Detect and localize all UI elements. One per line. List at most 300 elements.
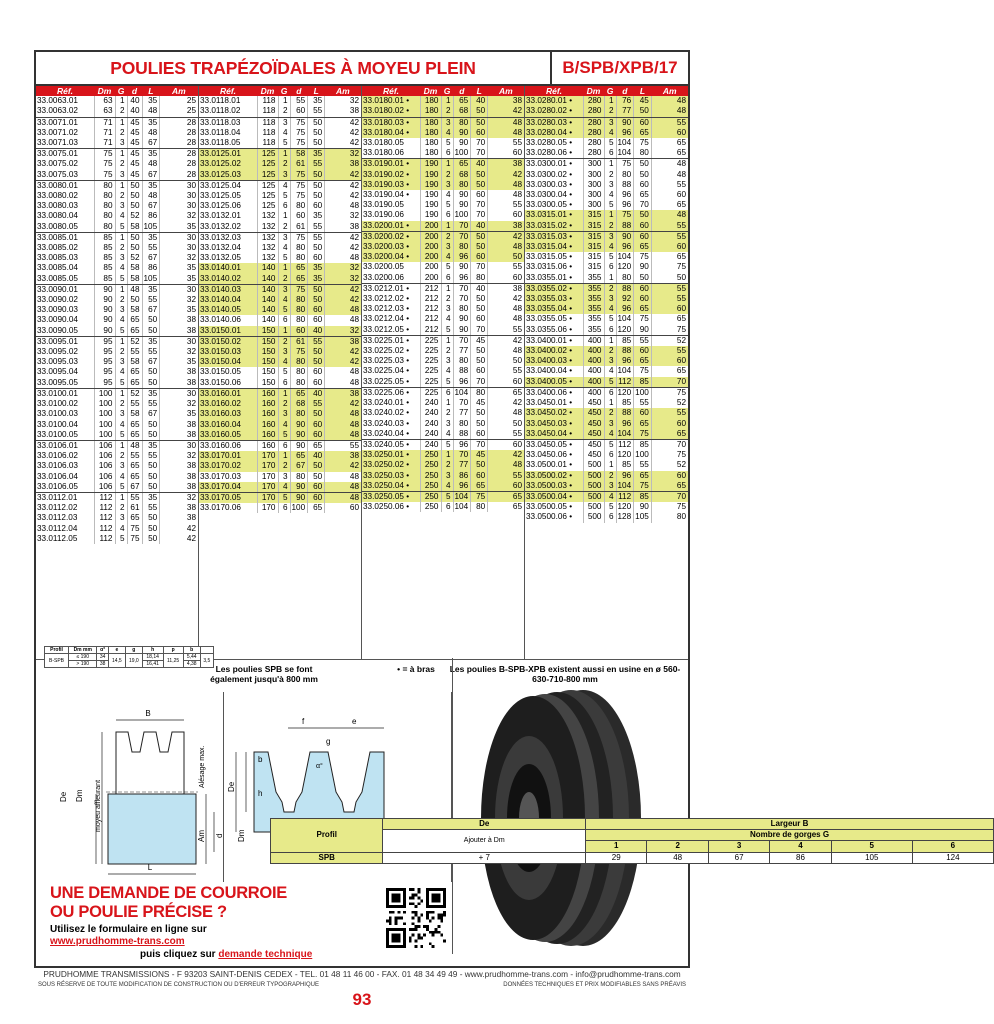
table-cell: 50 bbox=[308, 461, 325, 471]
table-cell: 65 bbox=[127, 472, 142, 482]
table-cell: 33.0140.05 bbox=[199, 305, 257, 315]
table-cell: 55 bbox=[142, 347, 160, 357]
table-cell: 5 bbox=[278, 492, 290, 503]
table-cell: 2 bbox=[604, 170, 616, 180]
table-cell: 4 bbox=[604, 304, 616, 314]
table-cell: 38 bbox=[325, 451, 361, 461]
table-cell: 65 bbox=[634, 419, 652, 429]
d2-label-de: De bbox=[227, 781, 236, 792]
table-cell: 33.0315.04 • bbox=[525, 242, 583, 252]
profile-g: 19,0 bbox=[125, 654, 142, 668]
table-cell: 42 bbox=[488, 170, 524, 180]
table-cell: 40 bbox=[127, 106, 142, 117]
table-cell: 90 bbox=[453, 138, 471, 148]
table-cell: 4 bbox=[115, 211, 127, 221]
d2-label-dm: Dm bbox=[237, 829, 246, 842]
table-cell: 160 bbox=[257, 430, 278, 441]
table-cell: 55 bbox=[634, 398, 652, 408]
table-row bbox=[199, 430, 361, 441]
table-cell: 33.0280.06 • bbox=[525, 148, 583, 159]
table-row bbox=[362, 159, 524, 170]
table-cell: 355 bbox=[583, 283, 604, 294]
table-cell: 33.0280.03 • bbox=[525, 117, 583, 128]
profile-b1: 5,44 bbox=[183, 654, 200, 661]
table-cell: 112 bbox=[616, 377, 634, 388]
table-cell: 80 bbox=[453, 356, 471, 366]
table-cell: 104 bbox=[616, 314, 634, 324]
table-cell: 38 bbox=[186, 419, 196, 429]
table-cell: 50 bbox=[127, 201, 142, 211]
table-cell: 250 bbox=[420, 481, 441, 492]
table-cell: 33.0250.04 • bbox=[362, 481, 420, 492]
table-cell: 35 bbox=[308, 96, 325, 106]
table-row bbox=[525, 387, 688, 398]
table-cell: 33.0300.01 • bbox=[525, 159, 583, 170]
table-cell: 104 bbox=[453, 502, 471, 512]
table-cell: 35 bbox=[186, 409, 196, 419]
table-cell: 80 bbox=[94, 201, 115, 211]
table-cell: 112 bbox=[616, 439, 634, 450]
table-cell: 50 bbox=[471, 356, 488, 366]
table-row bbox=[362, 460, 524, 470]
table-row bbox=[199, 367, 361, 377]
pulley-table bbox=[525, 86, 688, 523]
table-cell: 3 bbox=[604, 231, 616, 242]
table-cell: 128 bbox=[616, 512, 634, 522]
pulley-section-diagram bbox=[36, 692, 224, 882]
table-cell: 33.0090.04 bbox=[36, 315, 94, 325]
table-cell: 65 bbox=[127, 326, 142, 337]
table-cell: 61 bbox=[290, 159, 308, 169]
table-cell: 6 bbox=[441, 387, 453, 398]
table-cell: 80 bbox=[94, 180, 115, 191]
table-cell: 33.0212.04 • bbox=[362, 314, 420, 324]
table-cell: 52 bbox=[676, 460, 686, 470]
pulley-column-3 bbox=[362, 86, 525, 659]
table-row bbox=[199, 96, 361, 106]
table-row bbox=[36, 149, 198, 160]
table-cell: 50 bbox=[127, 295, 142, 305]
table-cell: 48 bbox=[325, 378, 361, 389]
table-cell: 120 bbox=[616, 450, 634, 460]
groove-value-cell: 67 bbox=[708, 852, 769, 863]
table-cell: 65 bbox=[634, 471, 652, 481]
table-row bbox=[525, 117, 688, 128]
table-row bbox=[36, 388, 198, 399]
table-cell: 1 bbox=[604, 460, 616, 470]
table-row bbox=[362, 170, 524, 180]
table-cell: 50 bbox=[308, 284, 325, 295]
table-cell: 33.0200.01 • bbox=[362, 221, 420, 232]
table-cell: 55 bbox=[127, 347, 142, 357]
table-cell: 60 bbox=[634, 283, 652, 294]
table-cell: 33.0125.03 bbox=[199, 170, 257, 181]
table-cell: 70 bbox=[651, 491, 688, 502]
table-cell: 52 bbox=[676, 398, 686, 408]
pulley-tables bbox=[36, 86, 688, 660]
table-cell: 4 bbox=[115, 420, 127, 430]
table-cell: 1 bbox=[604, 159, 616, 170]
table-cell: 33.0212.05 • bbox=[362, 325, 420, 336]
table-cell: 33.0180.01 • bbox=[362, 96, 420, 106]
table-row bbox=[199, 222, 361, 233]
table-cell: 75 bbox=[290, 138, 308, 149]
table-cell: 33.0200.06 bbox=[362, 273, 420, 284]
table-cell: 33.0225.06 • bbox=[362, 387, 420, 398]
profile-dm2: > 190 bbox=[69, 661, 97, 668]
table-row bbox=[362, 273, 524, 284]
table-cell: 32 bbox=[325, 149, 361, 160]
table-cell: 160 bbox=[257, 399, 278, 409]
table-cell: 90 bbox=[290, 420, 308, 430]
table-row bbox=[525, 180, 688, 190]
column-header: Am bbox=[325, 86, 361, 96]
table-cell: 55 bbox=[290, 96, 308, 106]
table-cell: 30 bbox=[186, 284, 196, 294]
table-cell: 77 bbox=[616, 106, 634, 117]
table-cell: 3 bbox=[441, 242, 453, 252]
table-cell: 33.0063.01 bbox=[36, 96, 94, 106]
table-cell: 48 bbox=[349, 253, 359, 263]
table-row bbox=[199, 295, 361, 305]
table-cell: 3 bbox=[115, 409, 127, 419]
table-cell: 104 bbox=[616, 366, 634, 376]
table-cell: 200 bbox=[420, 221, 441, 232]
table-cell: 50 bbox=[142, 326, 160, 337]
table-cell: 33.0080.01 bbox=[36, 180, 94, 191]
table-cell: 180 bbox=[420, 106, 441, 117]
table-cell: 85 bbox=[616, 460, 634, 470]
table-cell: 58 bbox=[290, 149, 308, 160]
table-cell: 65 bbox=[651, 481, 688, 492]
table-cell: 48 bbox=[651, 210, 688, 220]
table-cell: 3 bbox=[115, 170, 127, 181]
table-cell: 5 bbox=[441, 491, 453, 502]
table-cell: 33.0250.03 • bbox=[362, 471, 420, 481]
table-cell: 67 bbox=[142, 201, 160, 211]
table-cell: 33.0190.05 bbox=[362, 200, 420, 210]
table-cell: 85 bbox=[94, 263, 115, 273]
table-cell: 33.0132.01 bbox=[199, 211, 257, 221]
table-cell: 2 bbox=[278, 399, 290, 409]
table-cell: 58 bbox=[127, 274, 142, 285]
table-cell: 50 bbox=[634, 170, 652, 180]
table-cell: 60 bbox=[308, 378, 325, 389]
table-cell: 60 bbox=[634, 180, 652, 190]
table-cell: 96 bbox=[616, 356, 634, 366]
table-cell: 35 bbox=[308, 263, 325, 273]
table-cell: 60 bbox=[471, 252, 488, 262]
table-cell: 6 bbox=[604, 325, 616, 336]
pulley-column-2 bbox=[199, 86, 362, 659]
table-header-row bbox=[362, 86, 524, 96]
table-row bbox=[525, 231, 688, 242]
table-cell: 75 bbox=[634, 481, 652, 492]
groove-value-cell: 124 bbox=[912, 852, 993, 863]
table-cell: 60 bbox=[676, 190, 686, 200]
table-cell: 225 bbox=[420, 387, 441, 398]
table-cell: 42 bbox=[325, 284, 361, 295]
table-row bbox=[525, 314, 688, 324]
table-cell: 33.0112.05 bbox=[36, 534, 94, 544]
table-cell: 45 bbox=[634, 96, 652, 106]
table-cell: 3 bbox=[115, 305, 127, 315]
table-cell: 240 bbox=[420, 439, 441, 450]
table-row bbox=[36, 461, 198, 471]
table-cell: 60 bbox=[308, 420, 325, 430]
profile-h-p: p bbox=[163, 647, 183, 654]
table-row bbox=[525, 366, 688, 376]
table-cell: 33.0100.05 bbox=[36, 430, 94, 441]
table-row bbox=[199, 284, 361, 295]
groove-count-cell: 1 bbox=[586, 841, 647, 852]
table-cell: 75 bbox=[676, 387, 686, 397]
table-cell: 33.0125.06 bbox=[199, 201, 257, 211]
table-cell: 33.0106.05 bbox=[36, 482, 94, 493]
table-row bbox=[525, 377, 688, 388]
groove-count-cell: 4 bbox=[770, 841, 831, 852]
table-row bbox=[362, 502, 524, 512]
table-cell: 212 bbox=[420, 304, 441, 314]
table-cell: 70 bbox=[471, 439, 488, 450]
table-cell: 35 bbox=[308, 211, 325, 221]
table-cell: 50 bbox=[142, 461, 160, 471]
table-cell: 33.0315.01 • bbox=[525, 210, 583, 220]
table-cell: 5 bbox=[115, 482, 127, 493]
table-cell: 4 bbox=[115, 524, 127, 534]
table-cell: 77 bbox=[453, 408, 471, 418]
table-cell: 48 bbox=[142, 106, 160, 117]
table-cell: 55 bbox=[308, 106, 325, 117]
table-cell: 1 bbox=[604, 398, 616, 408]
table-cell: 38 bbox=[186, 503, 196, 513]
table-cell: 60 bbox=[634, 117, 652, 128]
table-cell: 65 bbox=[651, 429, 688, 440]
table-cell: 38 bbox=[160, 378, 198, 389]
table-cell: 33.0085.03 bbox=[36, 253, 94, 263]
table-cell: 80 bbox=[290, 253, 308, 263]
table-cell: 61 bbox=[290, 222, 308, 233]
table-cell: 125 bbox=[257, 159, 278, 169]
table-cell: 3 bbox=[278, 232, 290, 243]
table-row bbox=[36, 284, 198, 295]
table-cell: 5 bbox=[115, 378, 127, 389]
table-cell: 1 bbox=[441, 398, 453, 408]
table-cell: 112 bbox=[94, 513, 115, 523]
table-cell: 55 bbox=[308, 159, 325, 169]
table-cell: 160 bbox=[257, 420, 278, 430]
table-cell: 4 bbox=[441, 366, 453, 376]
column-header: Dm bbox=[257, 86, 278, 96]
table-row bbox=[36, 243, 198, 253]
table-cell: 90 bbox=[453, 262, 471, 272]
table-row bbox=[525, 200, 688, 210]
table-cell: 4 bbox=[278, 420, 290, 430]
table-cell: 75 bbox=[634, 429, 652, 440]
table-cell: 33.0075.02 bbox=[36, 159, 94, 169]
table-cell: 48 bbox=[325, 430, 361, 441]
table-cell: 280 bbox=[583, 106, 604, 117]
table-row bbox=[199, 305, 361, 315]
table-cell: 40 bbox=[471, 159, 488, 170]
table-cell: 33.0180.04 • bbox=[362, 128, 420, 138]
table-cell: 3 bbox=[115, 513, 127, 523]
table-cell: 90 bbox=[634, 325, 652, 336]
table-row bbox=[362, 210, 524, 220]
table-cell: 30 bbox=[186, 440, 196, 450]
table-row bbox=[36, 347, 198, 357]
table-cell: 42 bbox=[349, 191, 359, 201]
table-cell: 2 bbox=[604, 221, 616, 232]
table-cell: 48 bbox=[512, 190, 522, 200]
table-cell: 4 bbox=[441, 128, 453, 138]
table-cell: 105 bbox=[634, 512, 652, 522]
table-cell: 2 bbox=[604, 106, 616, 117]
table-cell: 100 bbox=[94, 388, 115, 399]
table-cell: 33.0500.06 • bbox=[525, 512, 583, 522]
table-cell: 118 bbox=[257, 117, 278, 128]
table-cell: 40 bbox=[308, 388, 325, 399]
d1-label-alesage: Alésage max. bbox=[199, 745, 206, 788]
table-cell: 75 bbox=[634, 366, 652, 376]
table-cell: 50 bbox=[142, 524, 160, 534]
table-cell: 104 bbox=[453, 387, 471, 398]
table-cell: 40 bbox=[471, 283, 488, 294]
promo-demande-link[interactable]: demande technique bbox=[218, 949, 313, 960]
table-cell: 500 bbox=[583, 471, 604, 481]
table-cell: 42 bbox=[325, 357, 361, 367]
table-cell: 3 bbox=[115, 357, 127, 367]
table-row bbox=[362, 356, 524, 366]
table-row bbox=[525, 252, 688, 262]
promo-text1: Utilisez le formulaire en ligne sur bbox=[50, 924, 207, 935]
table-cell: 50 bbox=[142, 315, 160, 325]
table-cell: 42 bbox=[325, 399, 361, 409]
table-cell: 33.0150.03 bbox=[199, 347, 257, 357]
table-cell: 6 bbox=[604, 387, 616, 398]
table-row bbox=[362, 262, 524, 272]
table-cell: 1 bbox=[115, 388, 127, 399]
table-cell: 80 bbox=[290, 409, 308, 419]
promo-text2: puis cliquez sur bbox=[140, 949, 216, 960]
table-row bbox=[362, 294, 524, 304]
qr-code-icon[interactable] bbox=[386, 888, 446, 948]
table-row bbox=[525, 283, 688, 294]
table-cell: 190 bbox=[420, 190, 441, 200]
table-cell: 140 bbox=[257, 295, 278, 305]
table-cell: 3 bbox=[441, 356, 453, 366]
table-cell: 65 bbox=[488, 491, 524, 502]
table-cell: 38 bbox=[325, 388, 361, 399]
table-cell: 2 bbox=[604, 283, 616, 294]
table-cell: 4 bbox=[441, 481, 453, 492]
table-cell: 90 bbox=[290, 430, 308, 441]
table-cell: 1 bbox=[115, 284, 127, 295]
table-cell: 5 bbox=[441, 439, 453, 450]
table-cell: 450 bbox=[583, 429, 604, 440]
table-cell: 170 bbox=[257, 472, 278, 482]
profile-h-e: e bbox=[108, 647, 125, 654]
table-row bbox=[199, 128, 361, 138]
table-cell: 33.0118.05 bbox=[199, 138, 257, 149]
table-cell: 33.0112.04 bbox=[36, 524, 94, 534]
table-row bbox=[199, 191, 361, 201]
table-cell: 4 bbox=[604, 242, 616, 252]
table-row bbox=[362, 335, 524, 346]
table-cell: 80 bbox=[290, 243, 308, 253]
table-cell: 1 bbox=[278, 149, 290, 160]
table-cell: 250 bbox=[420, 450, 441, 460]
promo-url-link[interactable]: www.prudhomme-trans.com bbox=[50, 936, 185, 947]
table-row bbox=[525, 273, 688, 284]
table-cell: 33.0250.02 • bbox=[362, 460, 420, 470]
table-row bbox=[36, 232, 198, 243]
table-cell: 33.0250.01 • bbox=[362, 450, 420, 460]
table-cell: 4 bbox=[441, 314, 453, 324]
table-cell: 85 bbox=[94, 232, 115, 243]
footer-legal bbox=[38, 982, 686, 988]
table-cell: 33.0240.03 • bbox=[362, 419, 420, 429]
table-cell: 60 bbox=[471, 314, 488, 324]
table-cell: 45 bbox=[127, 128, 142, 138]
table-cell: 58 bbox=[127, 305, 142, 315]
table-cell: 120 bbox=[616, 262, 634, 272]
table-row bbox=[362, 314, 524, 324]
table-cell: 300 bbox=[583, 159, 604, 170]
table-cell: 55 bbox=[142, 451, 160, 461]
table-cell: 212 bbox=[420, 283, 441, 294]
table-cell: 2 bbox=[278, 336, 290, 347]
table-cell: 315 bbox=[583, 242, 604, 252]
column-header: Am bbox=[160, 86, 198, 96]
table-cell: 106 bbox=[94, 461, 115, 471]
table-cell: 32 bbox=[186, 492, 196, 502]
column-header: Dm bbox=[583, 86, 604, 96]
note-spb: Les poulies SPB se font également jusqu'à 800 mm bbox=[210, 664, 318, 684]
table-cell: 33.0225.03 • bbox=[362, 356, 420, 366]
table-row bbox=[525, 325, 688, 336]
table-row bbox=[36, 482, 198, 493]
table-cell: 32 bbox=[325, 326, 361, 337]
table-cell: 68 bbox=[290, 399, 308, 409]
table-cell: 60 bbox=[471, 366, 488, 376]
table-cell: 6 bbox=[278, 201, 290, 211]
table-cell: 70 bbox=[453, 335, 471, 346]
table-cell: 95 bbox=[94, 347, 115, 357]
table-cell: 55 bbox=[651, 231, 688, 242]
table-row bbox=[362, 190, 524, 200]
table-row bbox=[199, 451, 361, 461]
table-cell: 180 bbox=[420, 138, 441, 148]
table-cell: 55 bbox=[651, 221, 688, 232]
table-cell: 400 bbox=[583, 346, 604, 356]
table-cell: 5 bbox=[604, 439, 616, 450]
table-cell: 200 bbox=[420, 242, 441, 252]
table-cell: 32 bbox=[186, 211, 196, 221]
table-cell: 42 bbox=[325, 138, 361, 149]
table-cell: 48 bbox=[127, 440, 142, 451]
table-cell: 75 bbox=[127, 524, 142, 534]
table-cell: 33.0225.05 • bbox=[362, 377, 420, 388]
table-cell: 1 bbox=[115, 149, 127, 160]
table-cell: 33.0300.04 • bbox=[525, 190, 583, 200]
table-cell: 55 bbox=[512, 138, 522, 148]
profile-table bbox=[44, 646, 214, 668]
table-cell: 70 bbox=[453, 221, 471, 232]
table-cell: 58 bbox=[127, 357, 142, 367]
profile-h-g: g bbox=[125, 647, 142, 654]
table-cell: 80 bbox=[453, 242, 471, 252]
